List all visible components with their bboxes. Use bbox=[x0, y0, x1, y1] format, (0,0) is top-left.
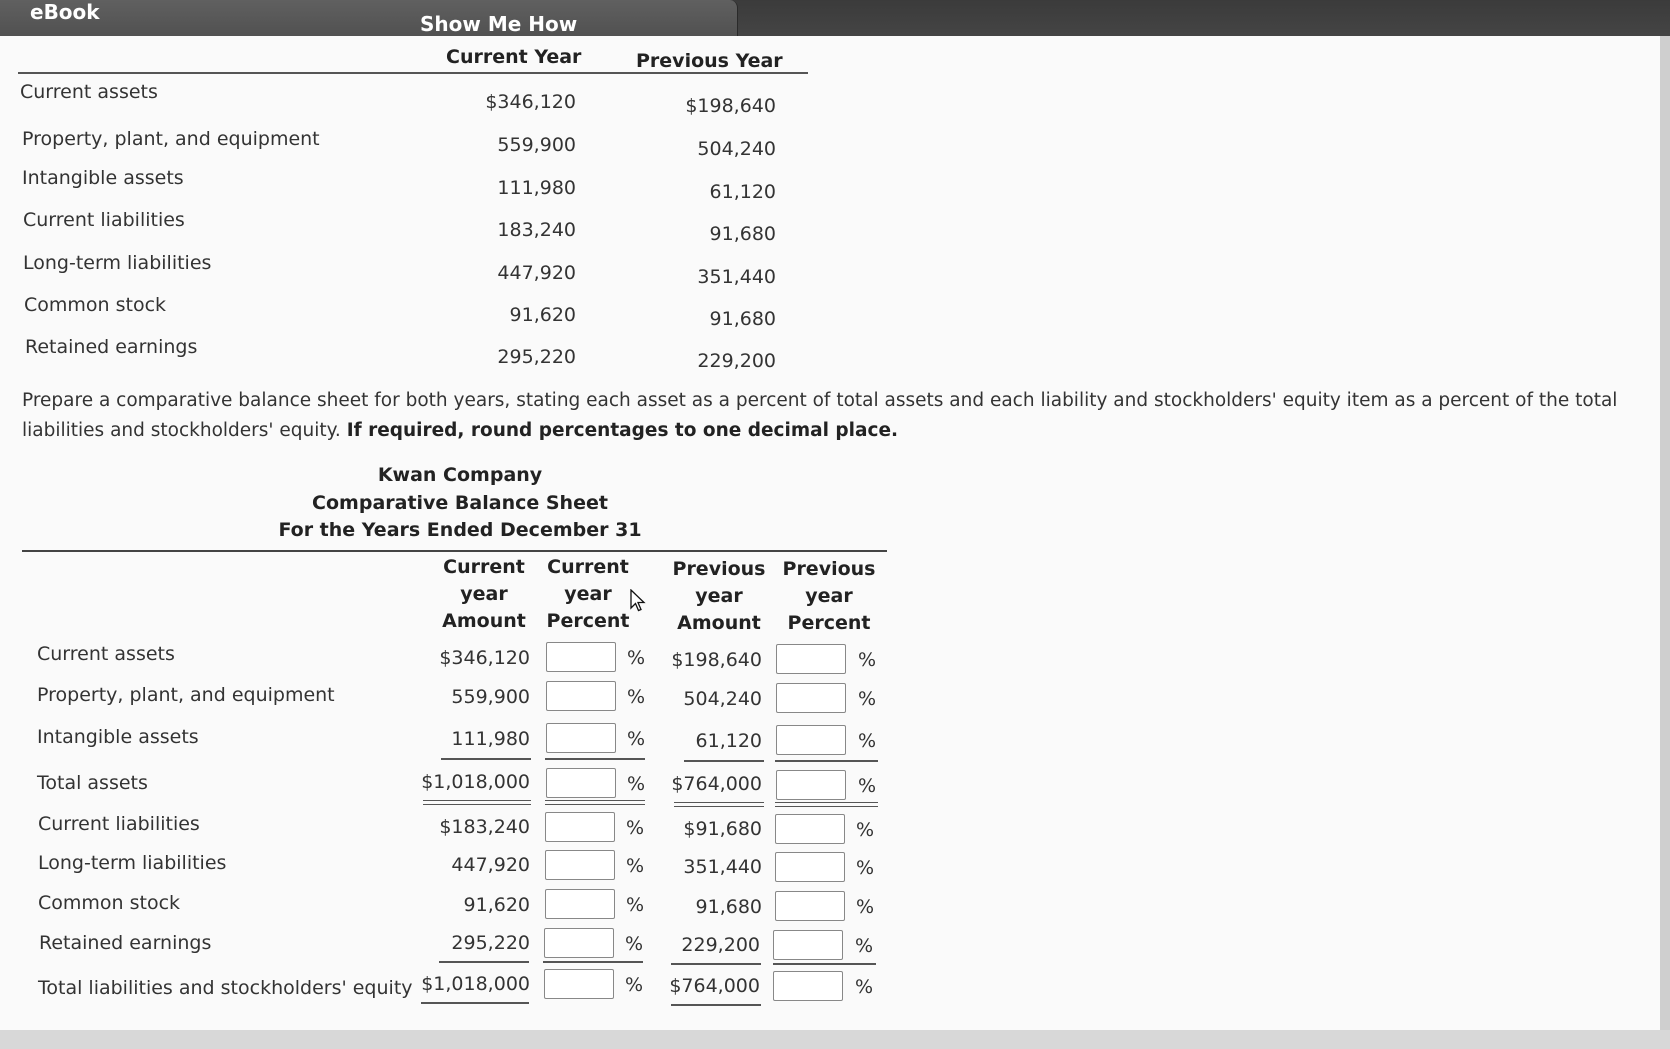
given-header-current: Current Year bbox=[446, 46, 582, 68]
given-header-rule bbox=[18, 72, 808, 74]
given-prev-retained-earnings: 229,200 bbox=[697, 350, 776, 372]
pct-sign: % bbox=[626, 817, 645, 839]
col-header-current-amount-line1: Current bbox=[443, 556, 525, 578]
given-prev-common-stock: 91,680 bbox=[709, 308, 776, 330]
row-cur-amt-current-liabilities: $183,240 bbox=[439, 816, 530, 838]
pct-sign: % bbox=[625, 933, 644, 955]
row-cur-amt-intangible: 111,980 bbox=[451, 728, 530, 750]
instructions-rounding: If required, round percentages to one decimal place. bbox=[346, 420, 899, 441]
given-cur-current-liabilities: 183,240 bbox=[497, 219, 576, 241]
input-prev-pct-total-assets[interactable] bbox=[776, 770, 846, 800]
input-cur-pct-common-stock[interactable] bbox=[545, 889, 615, 919]
row-prev-amt-long-term-liabilities: 351,440 bbox=[683, 856, 762, 878]
given-cur-long-term-liabilities: 447,920 bbox=[497, 262, 576, 284]
problem-sheet bbox=[0, 36, 1670, 1036]
given-label-long-term-liabilities: Long-term liabilities bbox=[23, 252, 212, 274]
pct-sign: % bbox=[626, 894, 645, 916]
tab-show-me-how-label: Show Me How bbox=[420, 12, 578, 36]
row-cur-amt-ppe: 559,900 bbox=[451, 686, 530, 708]
given-label-ppe: Property, plant, and equipment bbox=[22, 128, 320, 150]
col-header-current-amount-line3: Amount bbox=[442, 610, 526, 632]
underline bbox=[441, 758, 531, 760]
input-cur-pct-total-assets[interactable] bbox=[546, 768, 616, 798]
pct-sign: % bbox=[627, 686, 646, 708]
pct-sign: % bbox=[858, 649, 877, 671]
pct-sign: % bbox=[855, 976, 874, 998]
row-prev-amt-ppe: 504,240 bbox=[683, 688, 762, 710]
given-prev-intangible: 61,120 bbox=[709, 181, 776, 203]
input-cur-pct-intangible[interactable] bbox=[546, 723, 616, 753]
given-cur-current-assets: $346,120 bbox=[485, 91, 576, 113]
row-prev-amt-current-assets: $198,640 bbox=[671, 649, 762, 671]
pct-sign: % bbox=[856, 857, 875, 879]
input-prev-pct-ppe[interactable] bbox=[776, 683, 846, 713]
col-header-previous-percent-line2: year bbox=[805, 585, 853, 607]
underline bbox=[439, 961, 529, 963]
underline bbox=[671, 963, 761, 965]
row-cur-amt-retained-earnings: 295,220 bbox=[451, 932, 530, 954]
underline bbox=[671, 1004, 761, 1006]
row-label-current-assets: Current assets bbox=[37, 643, 175, 665]
input-cur-pct-long-term-liabilities[interactable] bbox=[545, 850, 615, 880]
given-label-current-liabilities: Current liabilities bbox=[23, 209, 185, 231]
tab-ebook-label: eBook bbox=[30, 0, 100, 24]
row-label-retained-earnings: Retained earnings bbox=[39, 932, 212, 954]
row-prev-amt-intangible: 61,120 bbox=[695, 730, 762, 752]
double-underline bbox=[423, 800, 531, 805]
col-header-current-percent-line1: Current bbox=[547, 556, 629, 578]
input-prev-pct-intangible[interactable] bbox=[776, 725, 846, 755]
col-header-previous-amount-line2: year bbox=[695, 585, 743, 607]
input-cur-pct-total-liabilities-equity[interactable] bbox=[544, 969, 614, 999]
row-cur-amt-total-liabilities-equity: $1,018,000 bbox=[421, 973, 530, 995]
input-prev-pct-long-term-liabilities[interactable] bbox=[775, 852, 845, 882]
input-prev-pct-common-stock[interactable] bbox=[775, 891, 845, 921]
given-cur-ppe: 559,900 bbox=[497, 134, 576, 156]
input-prev-pct-total-liabilities-equity[interactable] bbox=[773, 971, 843, 1001]
input-cur-pct-current-liabilities[interactable] bbox=[545, 812, 615, 842]
pct-sign: % bbox=[855, 935, 874, 957]
problem-pane bbox=[0, 36, 1670, 1036]
statement-heading-rule bbox=[22, 550, 887, 552]
row-prev-amt-total-assets: $764,000 bbox=[671, 773, 762, 795]
underline bbox=[684, 760, 764, 762]
given-prev-current-liabilities: 91,680 bbox=[709, 223, 776, 245]
row-label-ppe: Property, plant, and equipment bbox=[37, 684, 335, 706]
row-cur-amt-long-term-liabilities: 447,920 bbox=[451, 854, 530, 876]
statement-company: Kwan Company bbox=[377, 464, 543, 486]
given-label-current-assets: Current assets bbox=[20, 81, 158, 103]
pct-sign: % bbox=[858, 775, 877, 797]
underline bbox=[543, 961, 643, 963]
pct-sign: % bbox=[627, 647, 646, 669]
statement-name: Comparative Balance Sheet bbox=[312, 492, 608, 514]
col-header-current-amount-line2: year bbox=[460, 583, 508, 605]
row-label-intangible: Intangible assets bbox=[37, 726, 199, 748]
pct-sign: % bbox=[627, 728, 646, 750]
input-cur-pct-current-assets[interactable] bbox=[546, 642, 616, 672]
bottom-bar bbox=[0, 1030, 1670, 1049]
underline bbox=[773, 963, 876, 965]
col-header-previous-amount-line3: Amount bbox=[677, 612, 761, 634]
instructions bbox=[22, 386, 1642, 446]
pct-sign: % bbox=[856, 819, 875, 841]
row-prev-amt-current-liabilities: $91,680 bbox=[683, 818, 762, 840]
underline bbox=[545, 758, 645, 760]
col-header-current-percent-line2: year bbox=[564, 583, 612, 605]
col-header-previous-amount-line1: Previous bbox=[672, 558, 766, 580]
given-prev-current-assets: $198,640 bbox=[685, 95, 776, 117]
input-cur-pct-retained-earnings[interactable] bbox=[544, 928, 614, 958]
col-header-current-percent-line3: Percent bbox=[546, 610, 630, 632]
row-label-current-liabilities: Current liabilities bbox=[38, 813, 200, 835]
pct-sign: % bbox=[627, 773, 646, 795]
pct-sign: % bbox=[856, 896, 875, 918]
row-label-total-liabilities-equity: Total liabilities and stockholders' equity bbox=[38, 977, 413, 999]
mouse-cursor-icon bbox=[630, 589, 646, 613]
given-label-retained-earnings: Retained earnings bbox=[25, 336, 198, 358]
underline bbox=[775, 760, 878, 762]
pct-sign: % bbox=[625, 974, 644, 996]
given-prev-ppe: 504,240 bbox=[697, 138, 776, 160]
col-header-previous-percent-line3: Percent bbox=[787, 612, 871, 634]
input-cur-pct-ppe[interactable] bbox=[546, 681, 616, 711]
col-header-previous-percent bbox=[774, 556, 884, 637]
col-header-previous-amount bbox=[664, 556, 774, 637]
input-prev-pct-current-liabilities[interactable] bbox=[775, 814, 845, 844]
row-cur-amt-common-stock: 91,620 bbox=[463, 894, 530, 916]
double-underline bbox=[775, 802, 878, 807]
given-label-intangible: Intangible assets bbox=[22, 167, 184, 189]
row-label-total-assets: Total assets bbox=[37, 772, 148, 794]
statement-period: For the Years Ended December 31 bbox=[278, 519, 642, 541]
window-edge bbox=[1660, 36, 1670, 1036]
input-prev-pct-retained-earnings[interactable] bbox=[773, 930, 843, 960]
row-cur-amt-total-assets: $1,018,000 bbox=[421, 771, 530, 793]
underline bbox=[421, 1002, 529, 1004]
row-label-long-term-liabilities: Long-term liabilities bbox=[38, 852, 227, 874]
double-underline bbox=[674, 802, 764, 807]
pct-sign: % bbox=[626, 855, 645, 877]
row-prev-amt-retained-earnings: 229,200 bbox=[681, 934, 760, 956]
row-prev-amt-common-stock: 91,680 bbox=[695, 896, 762, 918]
instructions-text: Prepare a comparative balance sheet for both years, stating each asset as a percent of total assets and each liability and stockholders' equity item as a percent of the total liabilities and stockholders' equity. bbox=[22, 390, 1618, 441]
given-prev-long-term-liabilities: 351,440 bbox=[697, 266, 776, 288]
given-cur-intangible: 111,980 bbox=[497, 177, 576, 199]
col-header-current-percent bbox=[533, 554, 643, 635]
col-header-previous-percent-line1: Previous bbox=[782, 558, 876, 580]
pct-sign: % bbox=[858, 730, 877, 752]
given-label-common-stock: Common stock bbox=[24, 294, 167, 316]
pct-sign: % bbox=[858, 688, 877, 710]
given-header-previous: Previous Year bbox=[636, 50, 783, 72]
row-prev-amt-total-liabilities-equity: $764,000 bbox=[669, 975, 760, 997]
row-label-common-stock: Common stock bbox=[38, 892, 181, 914]
double-underline bbox=[545, 800, 645, 805]
col-header-current-amount bbox=[429, 554, 539, 635]
given-cur-retained-earnings: 295,220 bbox=[497, 346, 576, 368]
given-cur-common-stock: 91,620 bbox=[509, 304, 576, 326]
input-prev-pct-current-assets[interactable] bbox=[776, 644, 846, 674]
row-cur-amt-current-assets: $346,120 bbox=[439, 647, 530, 669]
